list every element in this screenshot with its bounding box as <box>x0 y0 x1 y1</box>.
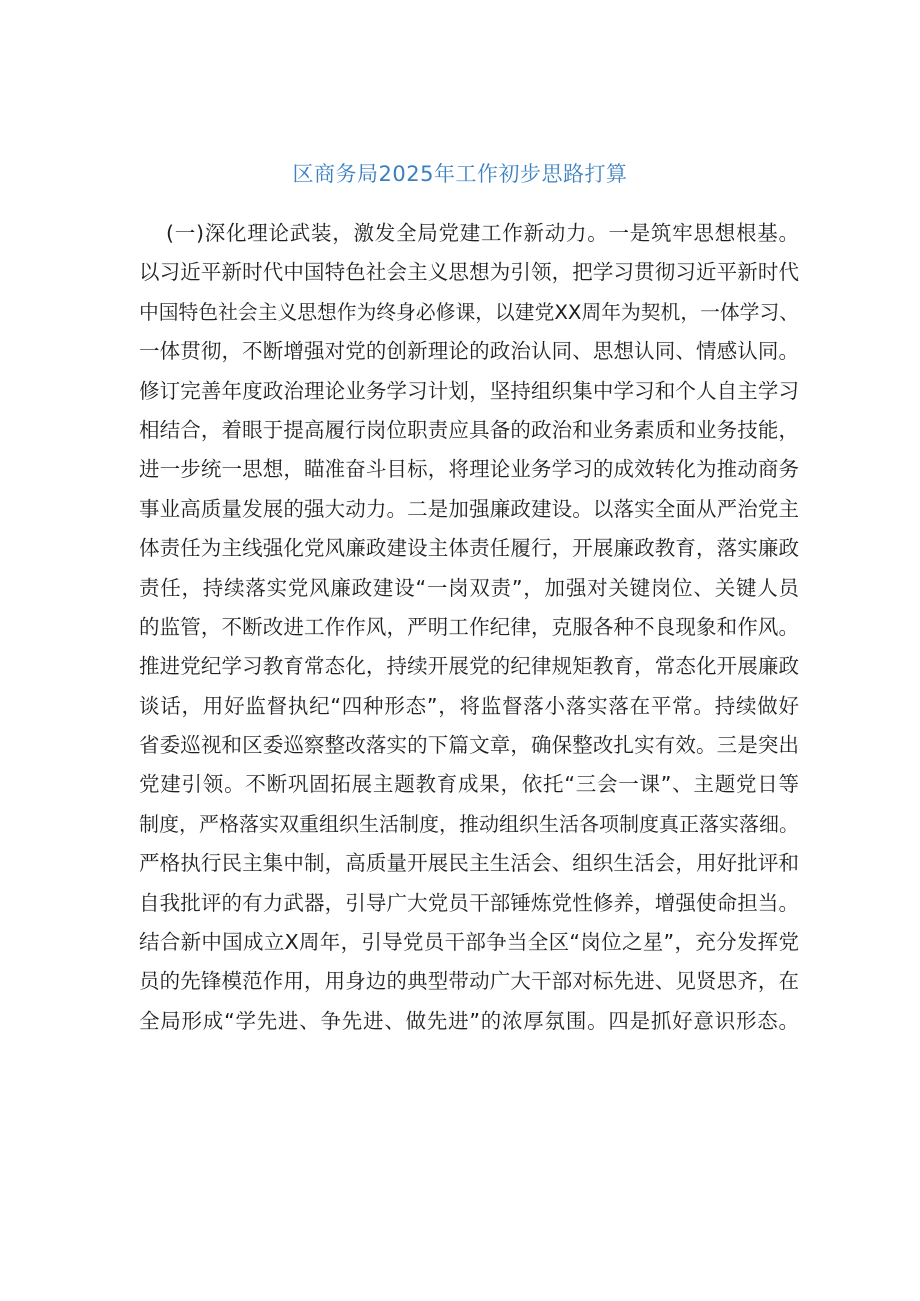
paragraph-line: 严格执行民主集中制，高质量开展民主生活会、组织生活会，用好批评和 <box>139 851 799 876</box>
paragraph-line: 的监管，不断改进工作作风，严明工作纪律，克服各种不良现象和作风。 <box>139 614 799 639</box>
paragraph-line: 结合新中国成立X周年，引导党员干部争当全区“岗位之星”，充分发挥党 <box>139 930 799 955</box>
paragraph-line: 修订完善年度政治理论业务学习计划，坚持组织集中学习和个人自主学习 <box>139 378 799 403</box>
paragraph-line: 省委巡视和区委巡察整改落实的下篇文章，确保整改扎实有效。三是突出 <box>139 733 799 758</box>
paragraph-line: 谈话，用好监督执纪“四种形态”，将监督落小落实落在平常。持续做好 <box>139 693 799 718</box>
paragraph-line: 制度，严格落实双重组织生活制度，推动组织生活各项制度真正落实落细。 <box>139 811 799 836</box>
paragraph-line: 相结合，着眼于提高履行岗位职责应具备的政治和业务素质和业务技能， <box>139 417 799 442</box>
paragraph-line: 体责任为主线强化党风廉政建设主体责任履行，开展廉政教育，落实廉政 <box>139 536 799 561</box>
paragraph-line: 责任，持续落实党风廉政建设“一岗双责”，加强对关键岗位、关键人员 <box>139 575 799 600</box>
paragraph-line: 员的先锋模范作用，用身边的典型带动广大干部对标先进、见贤思齐，在 <box>139 969 799 994</box>
paragraph-line: 一体贯彻，不断增强对党的创新理论的政治认同、思想认同、情感认同。 <box>139 339 799 364</box>
paragraph-line: 自我批评的有力武器，引导广大党员干部锤炼党性修养，增强使命担当。 <box>139 890 799 915</box>
paragraph-line: 全局形成“学先进、争先进、做先进”的浓厚氛围。四是抓好意识形态。 <box>139 1008 799 1033</box>
paragraph-line: (一)深化理论武装，激发全局党建工作新动力。一是筑牢思想根基。 <box>166 221 799 245</box>
paragraph-line: 党建引领。不断巩固拓展主题教育成果，依托“三会一课”、主题党日等 <box>139 772 799 797</box>
document-body <box>139 214 799 1041</box>
paragraph-line: 事业高质量发展的强大动力。二是加强廉政建设。以落实全面从严治党主 <box>139 496 799 521</box>
document-title: 区商务局2025年工作初步思路打算 <box>292 162 628 186</box>
paragraph-line: 进一步统一思想，瞄准奋斗目标，将理论业务学习的成效转化为推动商务 <box>139 457 799 482</box>
paragraph-line: 中国特色社会主义思想作为终身必修课，以建党XX周年为契机，一体学习、 <box>139 300 799 324</box>
paragraph-line: 以习近平新时代中国特色社会主义思想为引领，把学习贯彻习近平新时代 <box>139 260 799 285</box>
paragraph-line: 推进党纪学习教育常态化，持续开展党的纪律规矩教育，常态化开展廉政 <box>139 654 799 679</box>
